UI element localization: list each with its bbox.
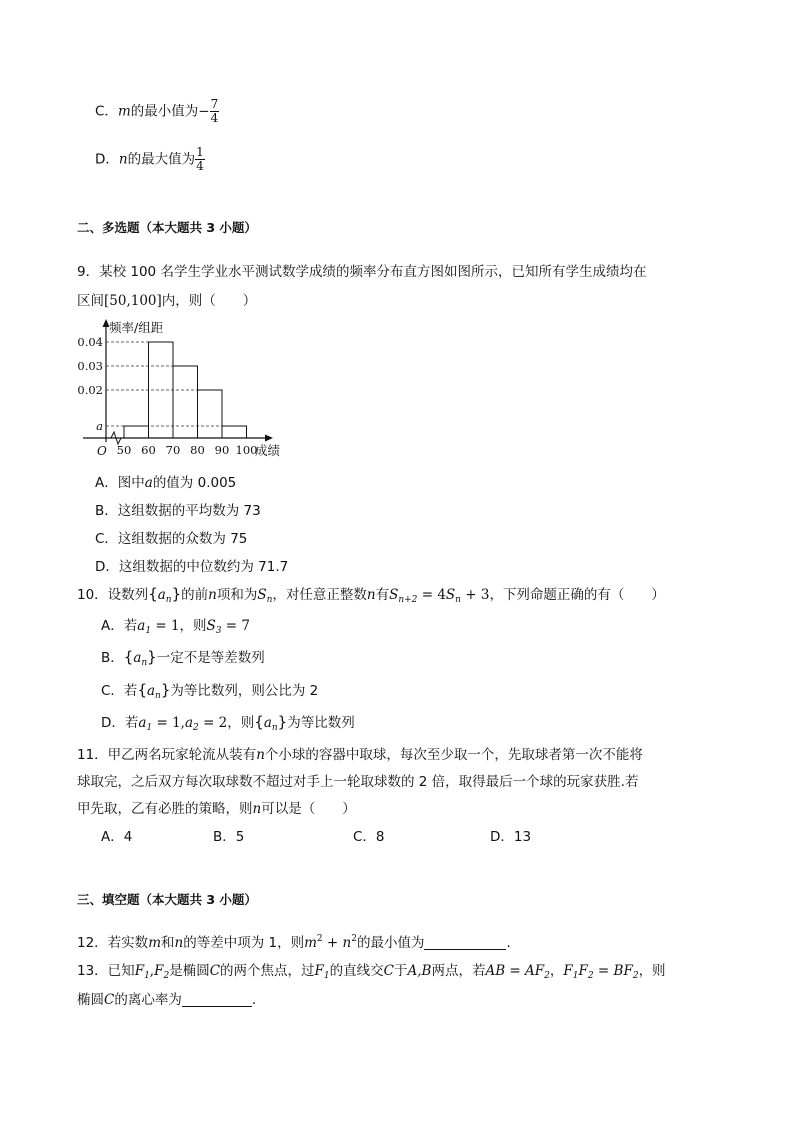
x-tick-label: 80 bbox=[190, 443, 205, 457]
y-axis-label: 频率/组距 bbox=[109, 320, 164, 335]
section-title-multiple-choice: 二、多选题（本大题共 3 小题） bbox=[77, 220, 257, 235]
q9-option-b: B．这组数据的平均数为 73 bbox=[95, 503, 261, 519]
q10-option-b: B．$\{a_n\}$一定不是等差数列 bbox=[101, 648, 265, 668]
q11-option-b: B．5 bbox=[213, 829, 245, 845]
q9-stem-line1: 9．某校 100 名学生学业水平测试数学成绩的频率分布直方图如图所示，已知所有学生成绩均在 bbox=[77, 264, 647, 280]
q8-option-c: C．m的最小值为− $\frac{7}{4}$ bbox=[95, 97, 219, 125]
y-tick-label: a bbox=[96, 419, 103, 433]
y-tick-label: 0.02 bbox=[77, 383, 103, 397]
q11-stem-line3: 甲先取，乙有必胜的策略，则n可以是（ ） bbox=[77, 801, 356, 817]
histogram-chart bbox=[75, 315, 290, 460]
histogram-bar bbox=[222, 426, 247, 438]
x-axis-arrow bbox=[265, 435, 273, 442]
q9-stem-line2: 区间[50,100]内，则（ ） bbox=[77, 293, 257, 309]
q9-option-c: C．这组数据的众数为 75 bbox=[95, 531, 248, 547]
q11-option-d: D．13 bbox=[490, 829, 532, 845]
answer-blank bbox=[182, 994, 252, 1007]
section-title-fill-in: 三、填空题（本大题共 3 小题） bbox=[77, 892, 257, 907]
q10-option-d: D．若$a_1 = 1,a_2 = 2$，则$\{a_n\}$为等比数列 bbox=[101, 713, 355, 733]
q11-stem-line2: 球取完，之后双方每次取球数不超过对手上一轮取球数的 2 倍，取得最后一个球的玩家获胜.若 bbox=[77, 774, 639, 790]
q11-option-c: C．8 bbox=[353, 829, 385, 845]
x-tick-label: 100 bbox=[235, 443, 258, 457]
x-axis-label: 成绩 bbox=[255, 443, 281, 458]
histogram-bar bbox=[198, 390, 223, 438]
q10-stem: 10．设数列$\{a_n\}$的前n项和为$S_n$，对任意正整数n有$S_{n+2} = 4S_n + 3$，下列命题正确的有（ ） bbox=[77, 585, 665, 605]
q11-option-a: A．4 bbox=[101, 829, 133, 845]
x-tick-label: 70 bbox=[165, 443, 181, 457]
answer-blank bbox=[424, 937, 506, 950]
q9-option-d: D．这组数据的中位数约为 71.7 bbox=[95, 559, 289, 575]
q13-stem-line1: 13．已知$F_1,F_2$是椭圆C的两个焦点，过$F_1$的直线交C于A,B两点，若AB = $AF_2$，$F_1F_2 = BF_2$，则 bbox=[77, 963, 666, 981]
y-tick-label: 0.04 bbox=[77, 335, 103, 349]
q10-option-c: C．若$\{a_n\}$为等比数列，则公比为 2 bbox=[101, 681, 319, 701]
fraction: $\frac{7}{4}$ bbox=[210, 97, 219, 125]
q12-stem: 12．若实数m和n的等差中项为 1，则$m^2 + n^2$的最小值为 . bbox=[77, 934, 511, 951]
origin-label: O bbox=[97, 444, 107, 458]
x-tick-label: 50 bbox=[116, 443, 132, 457]
histogram-bar bbox=[124, 426, 149, 438]
x-tick-label: 90 bbox=[214, 443, 230, 457]
fraction: $\frac{1}{4}$ bbox=[196, 145, 204, 173]
q8-option-d: D．n的最大值为 $\frac{1}{4}$ bbox=[95, 145, 204, 173]
q10-option-a: A．若$a_1 = 1$，则$S_3 = 7$ bbox=[101, 618, 250, 636]
q11-stem-line1: 11．甲乙两名玩家轮流从装有n个小球的容器中取球，每次至少取一个，先取球者第一次不能将 bbox=[77, 747, 643, 763]
q9-option-a: A．图中a的值为 0.005 bbox=[95, 475, 237, 491]
q13-stem-line2: 椭圆C的离心率为 . bbox=[77, 992, 257, 1008]
histogram-bar bbox=[173, 366, 198, 438]
y-tick-label: 0.03 bbox=[77, 359, 103, 373]
x-tick-label: 60 bbox=[141, 443, 156, 457]
